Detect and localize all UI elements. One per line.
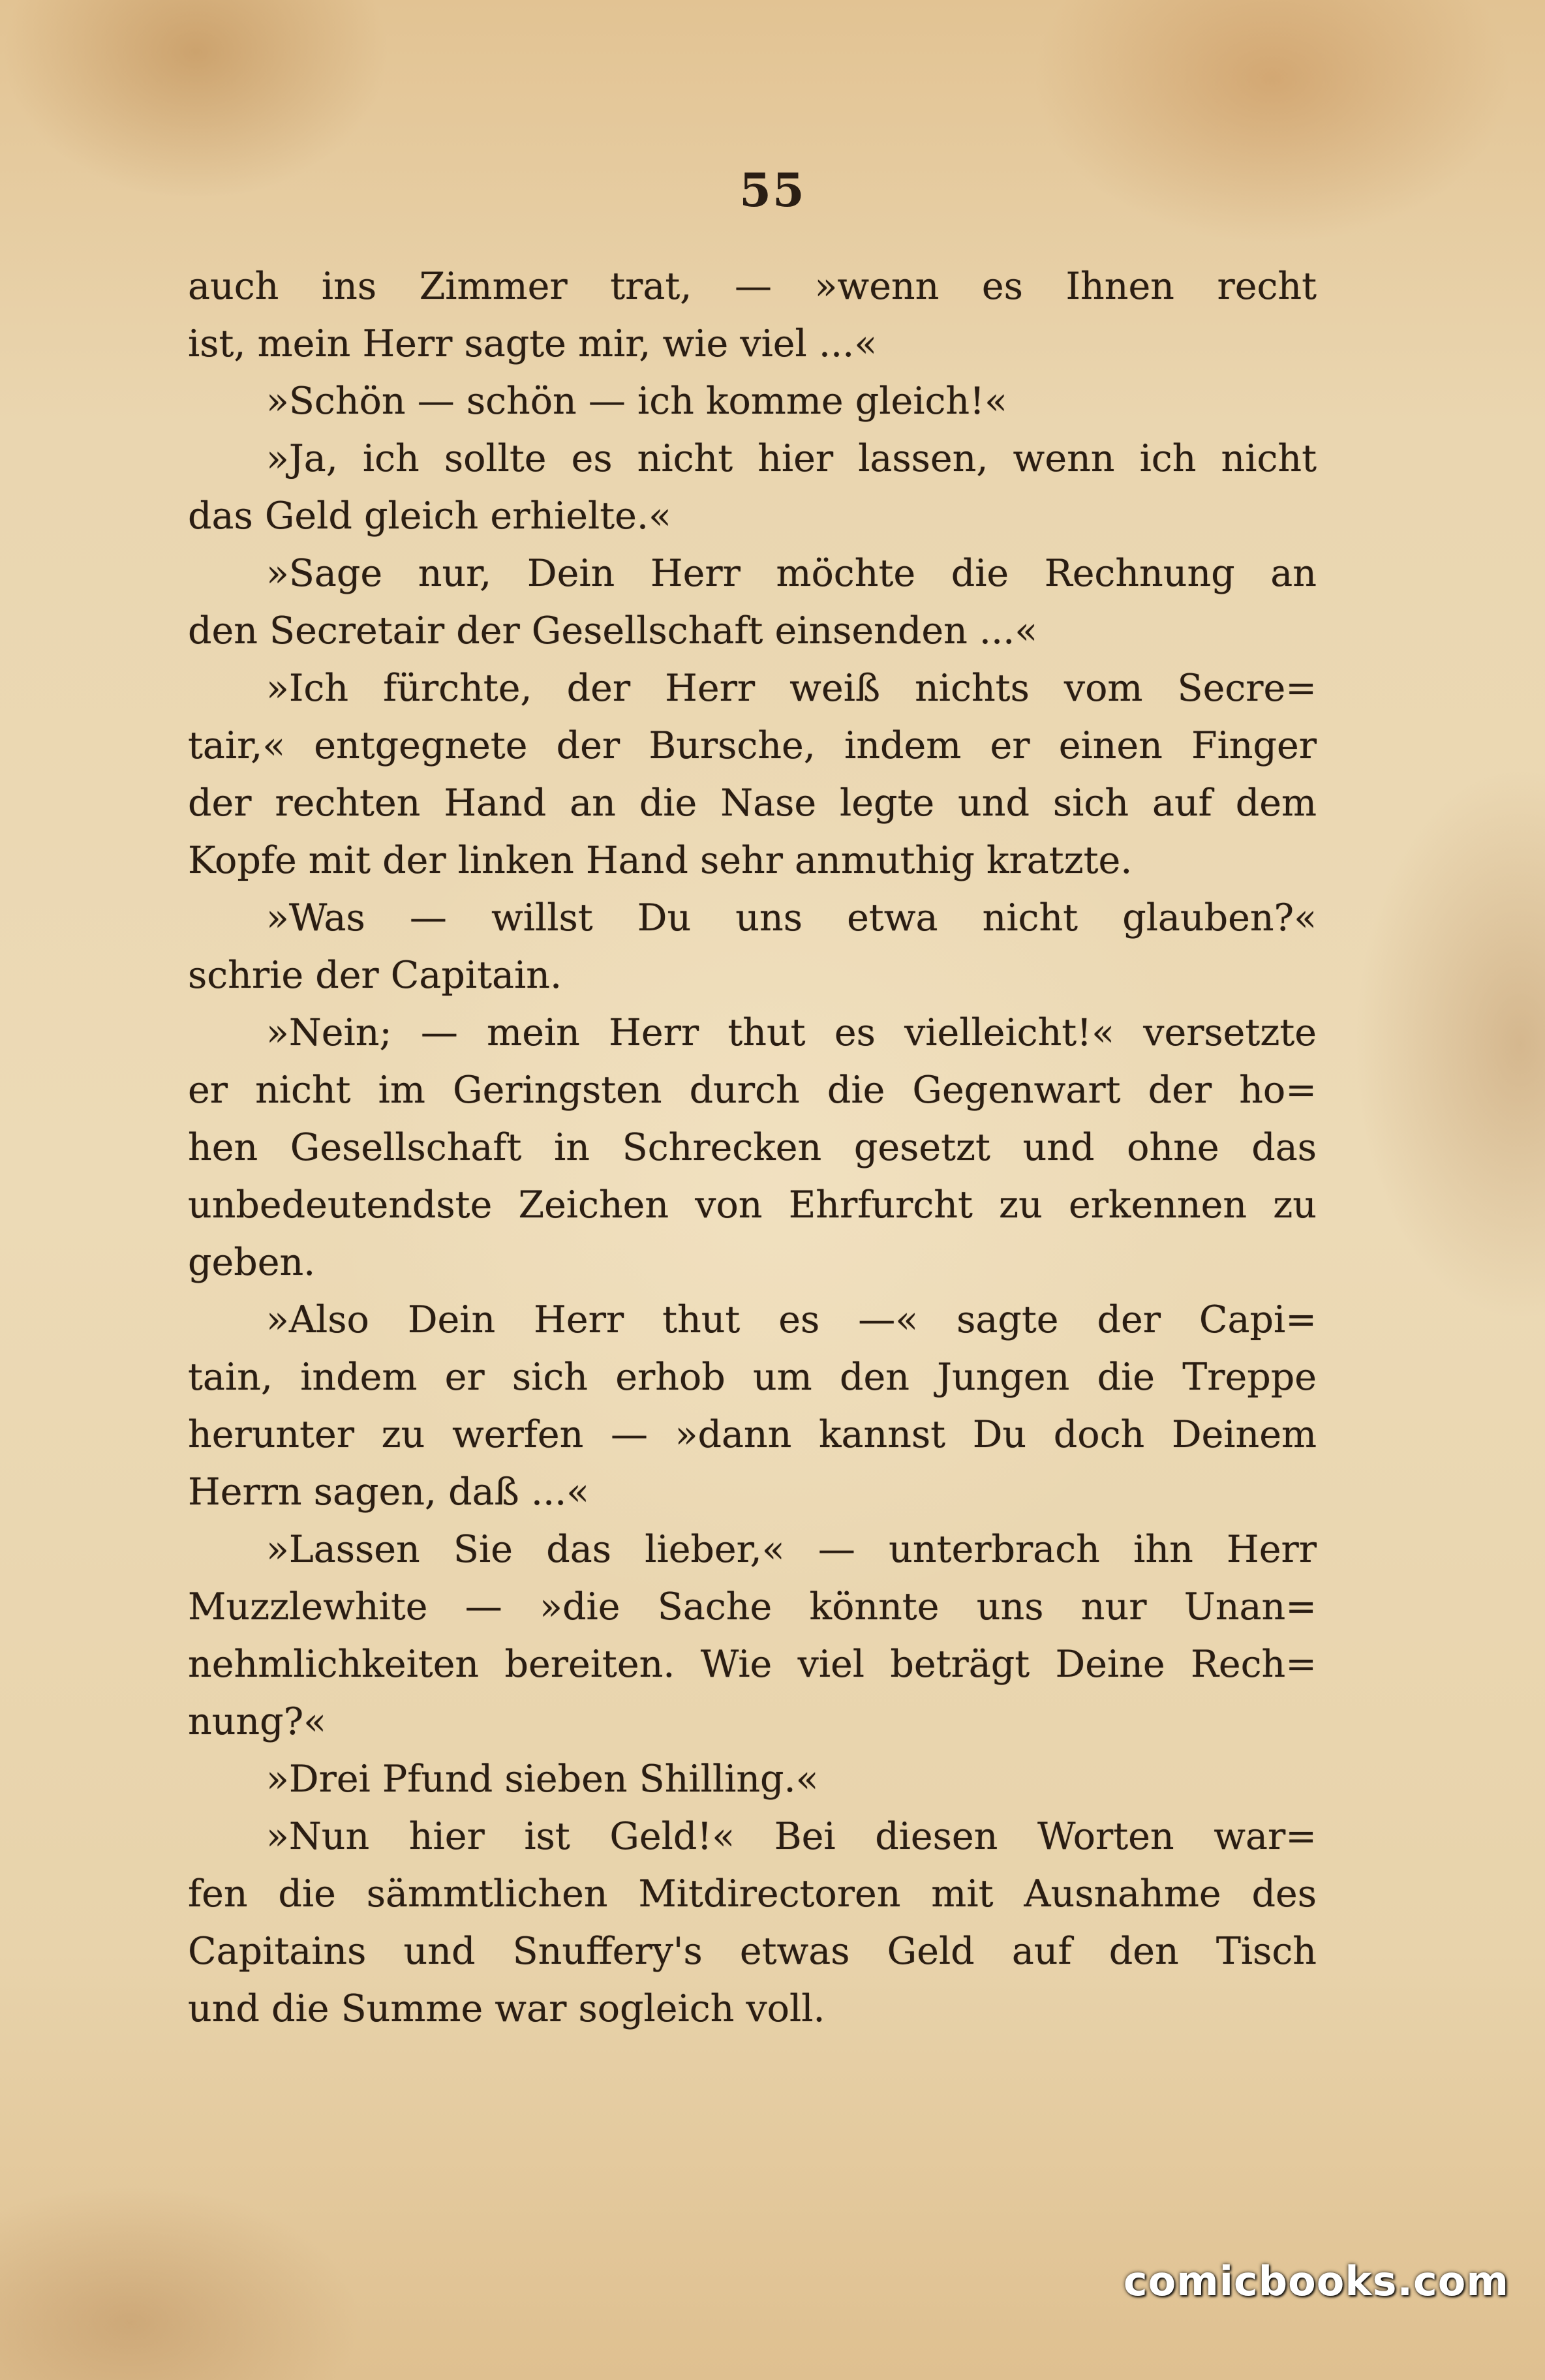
text-line: tain, indem er sich erhob um den Jungen die Treppe — [188, 1356, 1317, 1399]
text-line: den Secretair der Gesellschaft einsenden ...« — [188, 609, 1038, 652]
text-line: das Geld gleich erhielte.« — [188, 495, 671, 538]
text-line: »Nun hier ist Geld!« Bei diesen Worten war= — [266, 1815, 1317, 1858]
text-line: »Nein; — mein Herr thut es vielleicht!« versetzte — [266, 1011, 1317, 1054]
text-line: geben. — [188, 1241, 316, 1284]
text-line: »Was — willst Du uns etwa nicht glauben?« — [266, 896, 1317, 939]
text-line: »Also Dein Herr thut es —« sagte der Capi= — [266, 1298, 1317, 1341]
text-line: hen Gesellschaft in Schrecken gesetzt und ohne das — [188, 1126, 1317, 1169]
text-line: »Lassen Sie das lieber,« — unterbrach ihn Herr — [266, 1528, 1317, 1571]
text-line: nung?« — [188, 1700, 327, 1743]
text-line: nehmlichkeiten bereiten. Wie viel beträgt Deine Rech= — [188, 1643, 1317, 1686]
text-line: »Ich fürchte, der Herr weiß nichts vom Secre= — [266, 667, 1317, 710]
text-line: »Ja, ich sollte es nicht hier lassen, wenn ich nicht — [266, 437, 1317, 480]
text-line: der rechten Hand an die Nase legte und sich auf dem — [188, 782, 1317, 825]
text-line: Herrn sagen, daß ...« — [188, 1471, 590, 1514]
text-line: tair,« entgegnete der Bursche, indem er einen Finger — [188, 724, 1317, 767]
text-line: er nicht im Geringsten durch die Gegenwart der ho= — [188, 1069, 1317, 1112]
text-line: und die Summe war sogleich voll. — [188, 1987, 825, 2030]
text-line: herunter zu werfen — »dann kannst Du doch Deinem — [188, 1413, 1317, 1456]
watermark-logo: comicbooks.com — [1123, 2257, 1509, 2305]
text-line: fen die sämmtlichen Mitdirectoren mit Ausnahme des — [188, 1872, 1317, 1915]
text-line: »Sage nur, Dein Herr möchte die Rechnung an — [266, 552, 1317, 595]
body-text — [188, 258, 1317, 2037]
text-line: »Schön — schön — ich komme gleich!« — [266, 380, 1007, 423]
text-line: Capitains und Snuffery's etwas Geld auf den Tisch — [188, 1930, 1317, 1973]
text-line: Muzzlewhite — »die Sache könnte uns nur Unan= — [188, 1585, 1317, 1628]
text-line: »Drei Pfund sieben Shilling.« — [266, 1758, 819, 1801]
text-line: ist, mein Herr sagte mir, wie viel ...« — [188, 322, 878, 365]
text-line: schrie der Capitain. — [188, 954, 562, 997]
text-line: unbedeutendste Zeichen von Ehrfurcht zu erkennen zu — [188, 1183, 1317, 1227]
text-line: auch ins Zimmer trat, — »wenn es Ihnen recht — [188, 265, 1317, 308]
text-line: Kopfe mit der linken Hand sehr anmuthig kratzte. — [188, 839, 1133, 882]
page-number: 55 — [739, 163, 806, 217]
